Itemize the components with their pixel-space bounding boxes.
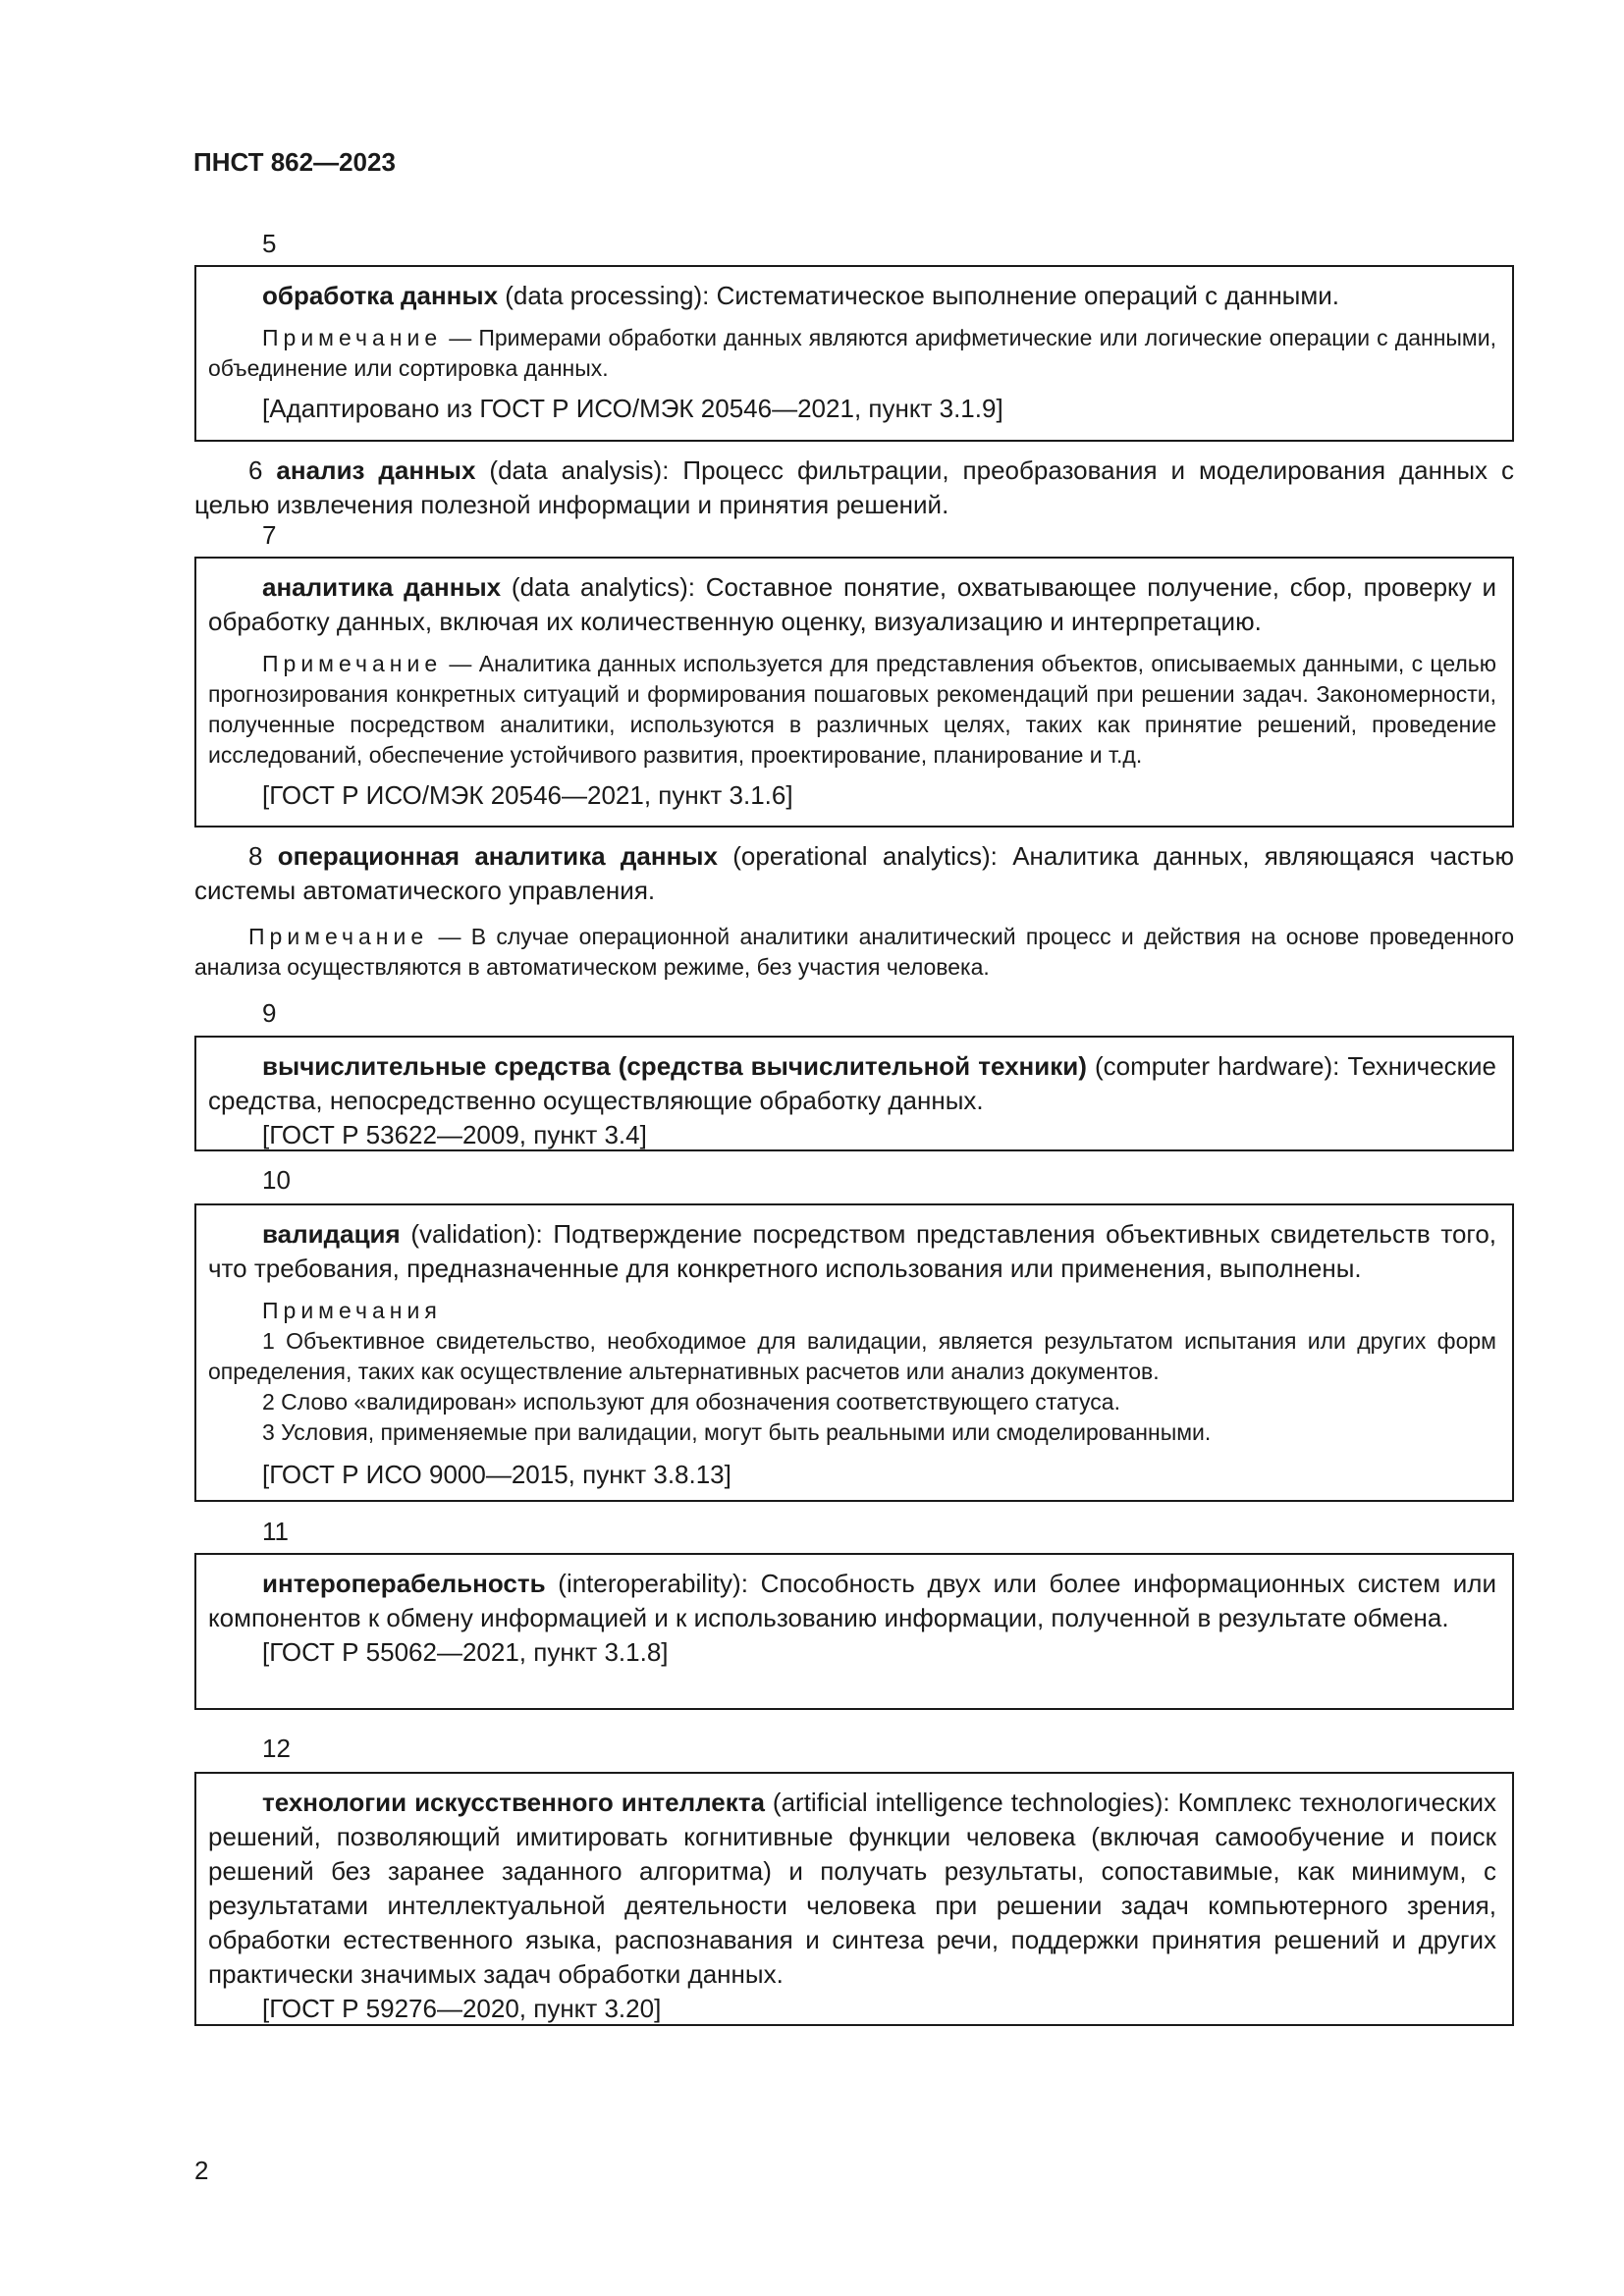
definition: Составное понятие, охватывающее получение, сбор, проверку и обработку данных, включая их количественную оценку, визуализацию и интерпретацию. <box>208 572 1496 636</box>
english-term: (data analysis): <box>475 455 683 485</box>
definition-text <box>208 1049 1496 1118</box>
reference: [ГОСТ Р ИСО/МЭК 20546—2021, пункт 3.1.6] <box>262 780 793 810</box>
definition: Аналитика данных, являющаяся частью системы автоматического управления. <box>194 841 1515 905</box>
note-label: Примечание <box>262 651 443 676</box>
definition-text <box>194 839 1514 908</box>
note-label: Примечание <box>262 325 443 350</box>
entry-number: 10 <box>262 1165 291 1195</box>
definition-text <box>208 570 1496 639</box>
notes-label: Примечания <box>262 1298 442 1323</box>
reference: [ГОСТ Р 53622—2009, пункт 3.4] <box>262 1120 647 1149</box>
definition-box <box>194 265 1514 442</box>
entry-number: 5 <box>262 229 277 258</box>
term: аналитика данных <box>262 572 502 602</box>
definition-box <box>194 1203 1514 1502</box>
definition: Способность двух или более информационных систем или компонентов к обмену информацией и к использованию информации, полученной в результате обмена. <box>208 1569 1496 1632</box>
entry-number: 12 <box>262 1734 291 1763</box>
definition: Процесс фильтрации, преобразования и моделирования данных с целью извлечения полезной информации и принятия решений. <box>194 455 1514 519</box>
english-term: (data analytics): <box>501 572 706 602</box>
term: анализ данных <box>276 455 476 485</box>
term: операционная аналитика данных <box>277 841 718 871</box>
english-term: (operational analytics): <box>717 841 1013 871</box>
definition-box <box>194 1772 1514 2026</box>
english-term: (validation): <box>400 1219 554 1249</box>
note-text: — В случае операционной аналитики аналитический процесс и действия на основе проведенного анализа осуществляются в автоматическом режиме, без участия человека. <box>194 924 1514 980</box>
page-number: 2 <box>194 2156 209 2185</box>
english-term: (artificial intelligence technologies): <box>764 1788 1178 1817</box>
definition: Технические средства, непосредственно осуществляющие обработку данных. <box>208 1051 1497 1115</box>
note-text: — Аналитика данных используется для представления объектов, описываемых данными, с целью прогнозирования конкретных ситуаций и формирования пошаговых рекомендаций при решении задач. Закономерности, полученные посредством аналитики, используются в различных целях, таких как принятие решений, проведение исследований, обеспечение устойчивого развития, проектирование, планирование и т.д. <box>208 651 1496 768</box>
term: обработка данных <box>262 281 499 310</box>
page-header-doc-code: ПНСТ 862—2023 <box>193 147 396 177</box>
term: технологии искусственного интеллекта <box>262 1788 765 1817</box>
english-term: (data processing): <box>498 281 717 310</box>
term: вычислительные средства (средства вычислительной техники) <box>262 1051 1087 1081</box>
reference: [Адаптировано из ГОСТ Р ИСО/МЭК 20546—2021, пункт 3.1.9] <box>262 394 1003 423</box>
reference: [ГОСТ Р 55062—2021, пункт 3.1.8] <box>262 1637 669 1667</box>
note <box>194 922 1514 983</box>
entry-number: 9 <box>262 998 277 1028</box>
note-item: 1 Объективное свидетельство, необходимое для валидации, является результатом испытания или других форм определения, таких как осуществление альтернативных расчетов или анализ документов. <box>208 1328 1496 1384</box>
definition: Подтверждение посредством представления объективных свидетельств того, что требования, предназначенные для конкретного использования или применения, выполнены. <box>208 1219 1497 1283</box>
entry-number: 8 <box>248 841 263 871</box>
term: валидация <box>262 1219 401 1249</box>
definition-box <box>194 1036 1514 1151</box>
definition-text <box>208 1567 1496 1635</box>
note-label: Примечание <box>248 924 429 949</box>
entry-number: 6 <box>248 455 263 485</box>
definition-text <box>208 279 1496 313</box>
definition-box <box>194 557 1514 828</box>
note <box>208 323 1496 384</box>
definition-text <box>208 1217 1496 1286</box>
definition-text <box>194 454 1514 522</box>
note-item: 3 Условия, применяемые при валидации, могут быть реальными или смоделированными. <box>262 1419 1212 1445</box>
definition-box <box>194 1553 1514 1710</box>
definition-block <box>194 454 1514 522</box>
reference: [ГОСТ Р 59276—2020, пункт 3.20] <box>262 1994 662 2023</box>
note <box>208 649 1496 771</box>
definition-block <box>194 839 1514 983</box>
entry-number: 7 <box>262 520 277 550</box>
term: интероперабельность <box>262 1569 546 1598</box>
entry-number: 11 <box>262 1517 289 1546</box>
english-term: (interoperability): <box>545 1569 761 1598</box>
definition: Комплекс технологических решений, позволяющий имитировать когнитивные функции человека (включая самообучение и поиск решений без заранее заданного алгоритма) и получать результаты, сопоставимые, как минимум, с результатами интеллектуальной деятельности человека при решении задач компьютерного зрения, обработки естественного языка, распознавания и синтеза речи, поддержки принятия решений и других практически значимых задач обработки данных. <box>208 1788 1496 1989</box>
reference: [ГОСТ Р ИСО 9000—2015, пункт 3.8.13] <box>262 1460 731 1489</box>
definition: Систематическое выполнение операций с данными. <box>716 281 1339 310</box>
definition-text <box>208 1786 1496 1992</box>
english-term: (computer hardware): <box>1086 1051 1348 1081</box>
note-item: 2 Слово «валидирован» используют для обозначения соответствующего статуса. <box>262 1389 1120 1415</box>
note-text: — Примерами обработки данных являются арифметические или логические операции с данными, объединение или сортировка данных. <box>208 325 1496 381</box>
